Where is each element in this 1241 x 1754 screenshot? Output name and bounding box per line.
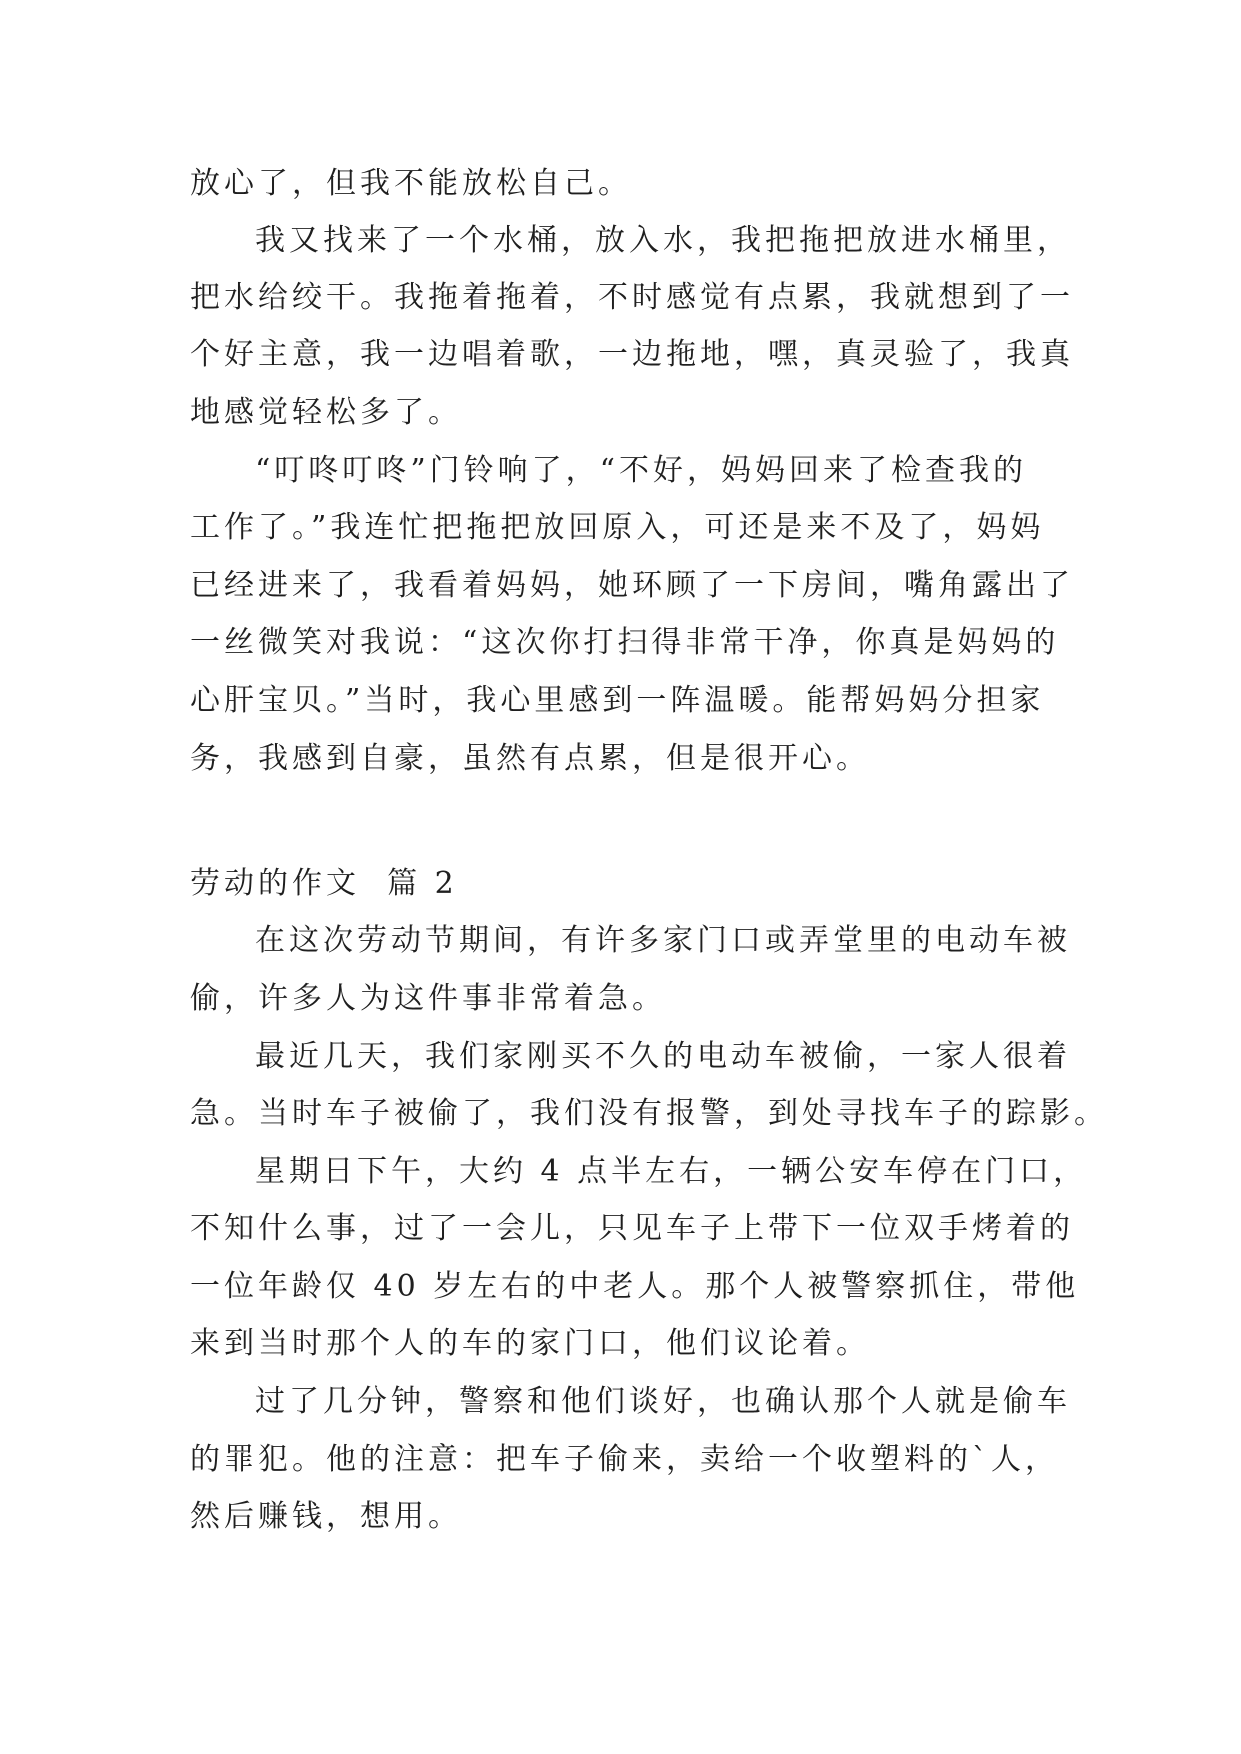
text-line: 个好主意，我一边唱着歌，一边拖地，嘿，真灵验了，我真	[190, 337, 1074, 372]
text-line: 的罪犯。他的注意：把车子偷来，卖给一个收塑料的`人，	[190, 1442, 1059, 1477]
text-line: 在这次劳动节期间，有许多家门口或弄堂里的电动车被	[255, 923, 1071, 958]
section-heading: 劳动的作文 篇 2	[190, 866, 458, 901]
text-line: 务，我感到自豪，虽然有点累，但是很开心。	[190, 741, 870, 776]
text-line: 偷，许多人为这件事非常着急。	[190, 981, 666, 1016]
text-line: 急。当时车子被偷了，我们没有报警，到处寻找车子的踪影。	[190, 1096, 1108, 1131]
text-line: 一丝微笑对我说：“这次你打扫得非常干净，你真是妈妈的	[190, 625, 1060, 660]
text-line: 已经进来了，我看着妈妈，她环顾了一下房间，嘴角露出了	[190, 568, 1074, 603]
text-line: 最近几天，我们家刚买不久的电动车被偷，一家人很着	[255, 1039, 1071, 1074]
text-line: 工作了。”我连忙把拖把放回原入，可还是来不及了，妈妈	[190, 510, 1045, 545]
text-line: 来到当时那个人的车的家门口，他们议论着。	[190, 1326, 870, 1361]
text-line: 放心了，但我不能放松自己。	[190, 166, 632, 201]
text-line: 然后赚钱，想用。	[190, 1499, 462, 1534]
text-line: “叮咚叮咚”门铃响了，“不好，妈妈回来了检查我的	[255, 453, 1028, 488]
text-line: 一位年龄仅 40 岁左右的中老人。那个人被警察抓住，带他	[190, 1269, 1080, 1304]
text-line: 心肝宝贝。”当时，我心里感到一阵温暖。能帮妈妈分担家	[190, 683, 1045, 718]
text-line: 不知什么事，过了一会儿，只见车子上带下一位双手烤着的	[190, 1211, 1074, 1246]
text-line: 星期日下午，大约 4 点半左右，一辆公安车停在门口，	[255, 1154, 1088, 1189]
text-line: 过了几分钟，警察和他们谈好，也确认那个人就是偷车	[255, 1384, 1071, 1419]
text-line: 把水给绞干。我拖着拖着，不时感觉有点累，我就想到了一	[190, 280, 1074, 315]
text-line: 我又找来了一个水桶，放入水，我把拖把放进水桶里，	[255, 223, 1071, 258]
text-line: 地感觉轻松多了。	[190, 395, 462, 430]
